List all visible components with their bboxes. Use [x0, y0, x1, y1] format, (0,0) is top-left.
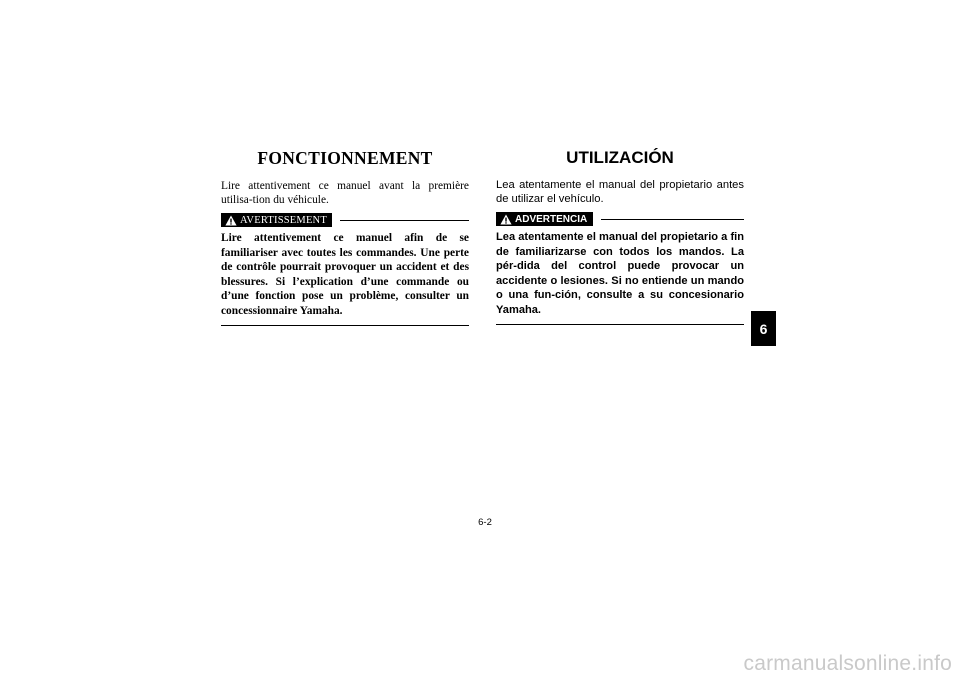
spanish-warning-text: Lea atentamente el manual del propietario a fin de familiarizarse con todos los mandos. La pér-dida del control puede provocar un accidente o lesiones. Si no entiende un mando o una fun-ción, consulte a su concesionario Yamaha. [496, 231, 744, 316]
spanish-warning-badge [496, 212, 593, 226]
spanish-warning-top-rule [601, 219, 744, 220]
chapter-tab: 6 [751, 311, 776, 346]
french-warning-header [221, 213, 469, 227]
spanish-intro-text: Lea atentamente el manual del propietario antes de utilizar el vehículo. [496, 179, 744, 205]
watermark: carmanualsonline.info [743, 652, 952, 675]
warning-triangle-icon [225, 215, 237, 226]
french-warning-label: AVERTISSEMENT [240, 214, 327, 226]
spanish-warning-header [496, 212, 744, 226]
warning-triangle-icon [500, 214, 512, 225]
french-warning-top-rule [340, 220, 469, 221]
french-intro-text: Lire attentivement ce manuel avant la première utilisa-tion du véhicule. [221, 180, 469, 206]
french-warning-badge [221, 213, 332, 227]
page-number: 6-2 [478, 517, 492, 528]
french-title: FONCTIONNEMENT [257, 148, 433, 168]
french-warning-text: Lire attentivement ce manuel afin de se familiariser avec toutes les commandes. Une perte de contrôle pourrait provoquer un accident et des blessures. Si l’explication d’une commande ou d’une fonction pose un problème, consulter un concessionnaire Yamaha. [221, 232, 469, 317]
spanish-column [496, 148, 744, 325]
spanish-warning-bottom-rule [496, 324, 744, 325]
spanish-title: UTILIZACIÓN [566, 148, 674, 167]
french-column [221, 148, 469, 326]
french-warning-bottom-rule [221, 325, 469, 326]
spanish-warning-label: ADVERTENCIA [515, 213, 588, 225]
